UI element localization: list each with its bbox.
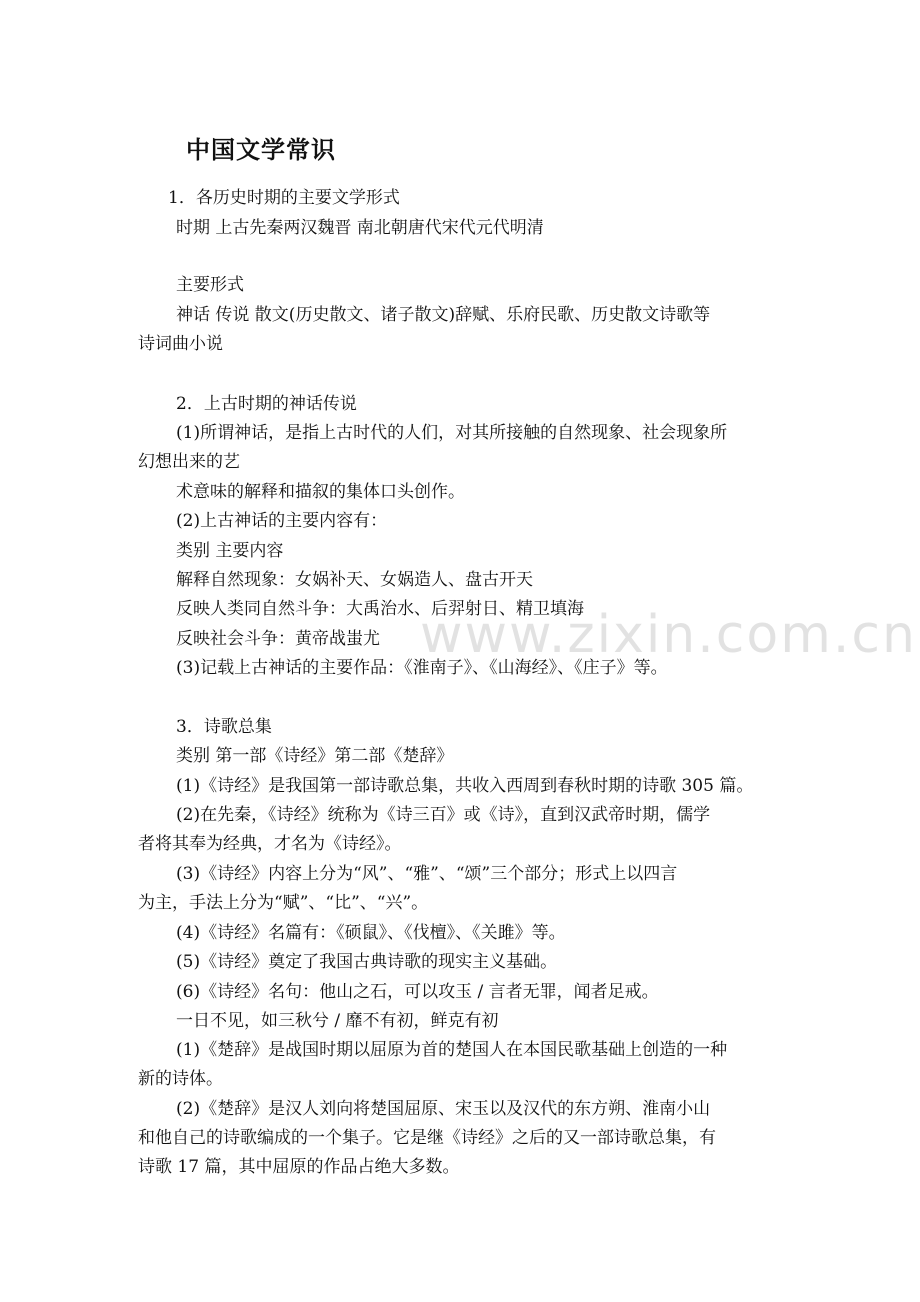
paragraph-line: 为主，手法上分为“赋”、“比”、“兴”。 — [138, 893, 429, 913]
paragraph-line: 者将其奉为经典，才名为《诗经》。 — [138, 834, 402, 854]
paragraph-line: (1)《楚辞》是战国时期以屈原为首的楚国人在本国民歌基础上创造的一种 — [176, 1040, 728, 1060]
paragraph-line: (1)所谓神话，是指上古时代的人们，对其所接触的自然现象、社会现象所 — [176, 423, 728, 443]
paragraph-line: (1)《诗经》是我国第一部诗歌总集，共收入西周到春秋时期的诗歌 305 篇。 — [176, 776, 754, 796]
paragraph-line: 一日不见，如三秋兮 / 靡不有初，鲜克有初 — [176, 1011, 499, 1031]
paragraph-line: (3)记载上古神话的主要作品：《淮南子》、《山海经》、《庄子》等。 — [176, 658, 668, 678]
paragraph-line: 幻想出来的艺 — [138, 452, 240, 472]
forms-heading: 主要形式 — [176, 275, 244, 295]
paragraph-line: (3)《诗经》内容上分为“风”、“雅”、“颂”三个部分；形式上以四言 — [176, 864, 678, 884]
table-row: 反映人类同自然斗争：大禹治水、后羿射日、精卫填海 — [176, 599, 584, 619]
table-header: 类别 第一部《诗经》第二部《楚辞》 — [176, 746, 454, 766]
paragraph-line: (5)《诗经》奠定了我国古典诗歌的现实主义基础。 — [176, 952, 558, 972]
paragraph-line: (4)《诗经》名篇有：《硕鼠》、《伐檀》、《关雎》等。 — [176, 923, 566, 943]
table-row: 解释自然现象：女娲补天、女娲造人、盘古开天 — [176, 570, 533, 590]
paragraph-line: (2)上古神话的主要内容有： — [176, 511, 388, 531]
table-header: 类别 主要内容 — [176, 541, 284, 561]
watermark: www.zixin.com.cn — [420, 605, 917, 665]
paragraph-line: 术意味的解释和描叙的集体口头创作。 — [176, 482, 465, 502]
section-1-heading: 1．各历史时期的主要文学形式 — [168, 188, 400, 208]
section-2-heading: 2．上古时期的神话传说 — [176, 394, 357, 414]
forms-row: 神话 传说 散文(历史散文、诸子散文)辞赋、乐府民歌、历史散文诗歌等 — [176, 305, 711, 325]
periods-row: 时期 上古先秦两汉魏晋 南北朝唐代宋代元代明清 — [176, 218, 544, 238]
paragraph-line: (6)《诗经》名句：他山之石，可以攻玉 / 言者无罪，闻者足戒。 — [176, 982, 659, 1002]
paragraph-line: (2)《楚辞》是汉人刘向将楚国屈原、宋玉以及汉代的东方朔、淮南小山 — [176, 1099, 711, 1119]
paragraph-line: 和他自己的诗歌编成的一个集子。它是继《诗经》之后的又一部诗歌总集，有 — [138, 1128, 716, 1148]
paragraph-line: 新的诗体。 — [138, 1069, 223, 1089]
table-row: 反映社会斗争：黄帝战蚩尤 — [176, 629, 380, 649]
paragraph-line: (2)在先秦，《诗经》统称为《诗三百》或《诗》，直到汉武帝时期，儒学 — [176, 805, 711, 825]
document-title: 中国文学常识 — [186, 136, 336, 164]
forms-row-cont: 诗词曲小说 — [138, 334, 223, 354]
paragraph-line: 诗歌 17 篇，其中屈原的作品占绝大多数。 — [138, 1157, 460, 1177]
section-3-heading: 3．诗歌总集 — [176, 717, 272, 737]
